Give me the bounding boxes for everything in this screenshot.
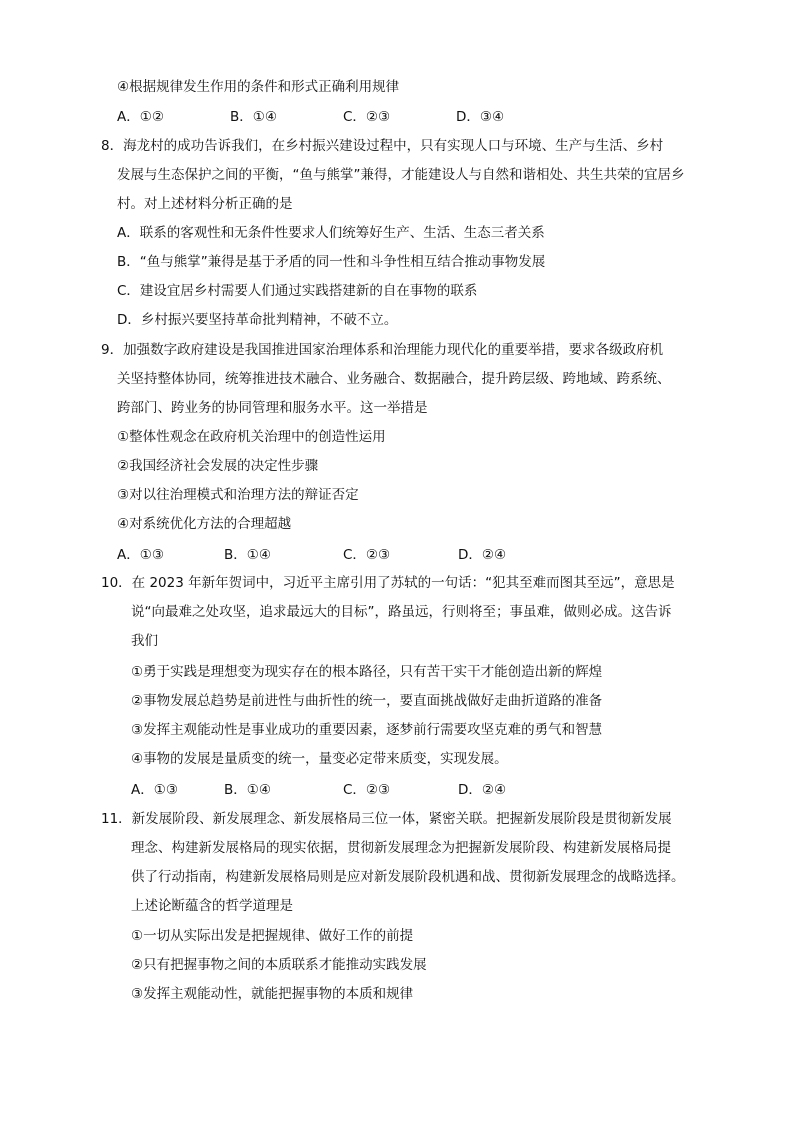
q10-stem-line-3: 我们 — [131, 633, 158, 649]
q9-stem-line-2: 关坚持整体协同，统筹推进技术融合、业务融合、数据融合，提升跨层级、跨地域、跨系统、 — [117, 371, 671, 387]
q9-option-a: A．①③ — [117, 547, 164, 563]
q10-stem-line-1: 10．在 2023 年新年贺词中，习近平主席引用了苏轼的一句话：“犯其至难而图其至远”，意思是 — [101, 575, 675, 591]
q10-item-3: ③发挥主观能动性是事业成功的重要因素，逐梦前行需要攻坚克难的勇气和智慧 — [131, 722, 603, 738]
q11-stem-line-3: 供了行动指南，构建新发展格局则是应对新发展阶段机遇和战、贯彻新发展理念的战略选择。 — [131, 869, 685, 885]
q7-option-c: C．②③ — [343, 109, 391, 125]
q7-option-d: D．③④ — [456, 109, 505, 125]
q9-option-d: D．②④ — [458, 547, 507, 563]
q10-stem-line-2: 说“向最难之处攻坚，追求最远大的目标”，路虽远，行则将至；事虽难，做则必成。这告诉 — [131, 604, 672, 620]
q8-choice-d: D．乡村振兴要坚持革命批判精神，不破不立。 — [117, 312, 398, 328]
q9-item-1: ①整体性观念在政府机关治理中的创造性运用 — [117, 429, 386, 445]
q9-option-b: B．①④ — [224, 547, 271, 563]
q10-option-c: C．②③ — [343, 782, 391, 798]
q11-stem-line-4: 上述论断蕴含的哲学道理是 — [131, 898, 293, 914]
q9-option-c: C．②③ — [343, 547, 391, 563]
q10-option-b: B．①④ — [224, 782, 271, 798]
q9-stem-line-3: 跨部门、跨业务的协同管理和服务水平。这一举措是 — [117, 400, 428, 416]
q9-item-3: ③对以往治理模式和治理方法的辩证否定 — [117, 487, 359, 503]
q7-item-4: ④根据规律发生作用的条件和形式正确利用规律 — [117, 79, 400, 95]
q8-stem-line-1: 8．海龙村的成功告诉我们，在乡村振兴建设过程中，只有实现人口与环境、生产与生活、乡村 — [101, 138, 664, 154]
q10-option-d: D．②④ — [458, 782, 507, 798]
q11-item-1: ①一切从实际出发是把握规律、做好工作的前提 — [131, 928, 414, 944]
q8-stem-line-2: 发展与生态保护之间的平衡，“鱼与熊掌”兼得，才能建设人与自然和谐相处、共生共荣的宜居乡 — [117, 167, 685, 183]
q7-option-a: A．①② — [117, 109, 164, 125]
q7-option-b: B．①④ — [230, 109, 277, 125]
q10-option-a: A．①③ — [131, 782, 178, 798]
q8-choice-b: B．“鱼与熊掌”兼得是基于矛盾的同一性和斗争性相互结合推动事物发展 — [117, 254, 546, 270]
q11-item-2: ②只有把握事物之间的本质联系才能推动实践发展 — [131, 957, 427, 973]
q10-item-2: ②事物发展总趋势是前进性与曲折性的统一，要直面挑战做好走曲折道路的准备 — [131, 693, 603, 709]
q8-stem-line-3: 村。对上述材料分析正确的是 — [117, 196, 293, 212]
q9-stem-line-1: 9．加强数字政府建设是我国推进国家治理体系和治理能力现代化的重要举措，要求各级政府机 — [101, 342, 664, 358]
q11-item-3: ③发挥主观能动性，就能把握事物的本质和规律 — [131, 986, 414, 1002]
q8-choice-c: C．建设宜居乡村需要人们通过实践搭建新的自在事物的联系 — [117, 283, 478, 299]
q10-item-1: ①勇于实践是理想变为现实存在的根本路径，只有苦干实干才能创造出新的辉煌 — [131, 664, 603, 680]
q11-stem-line-1: 11．新发展阶段、新发展理念、新发展格局三位一体，紧密关联。把握新发展阶段是贯彻新发展 — [101, 811, 672, 827]
q11-stem-line-2: 理念、构建新发展格局的现实依据，贯彻新发展理念为把握新发展阶段、构建新发展格局提 — [131, 840, 671, 856]
q8-choice-a: A．联系的客观性和无条件性要求人们统筹好生产、生活、生态三者关系 — [117, 225, 545, 241]
q9-item-2: ②我国经济社会发展的决定性步骤 — [117, 458, 319, 474]
q9-item-4: ④对系统优化方法的合理超越 — [117, 516, 292, 532]
q10-item-4: ④事物的发展是量质变的统一，量变必定带来质变，实现发展。 — [131, 751, 508, 767]
